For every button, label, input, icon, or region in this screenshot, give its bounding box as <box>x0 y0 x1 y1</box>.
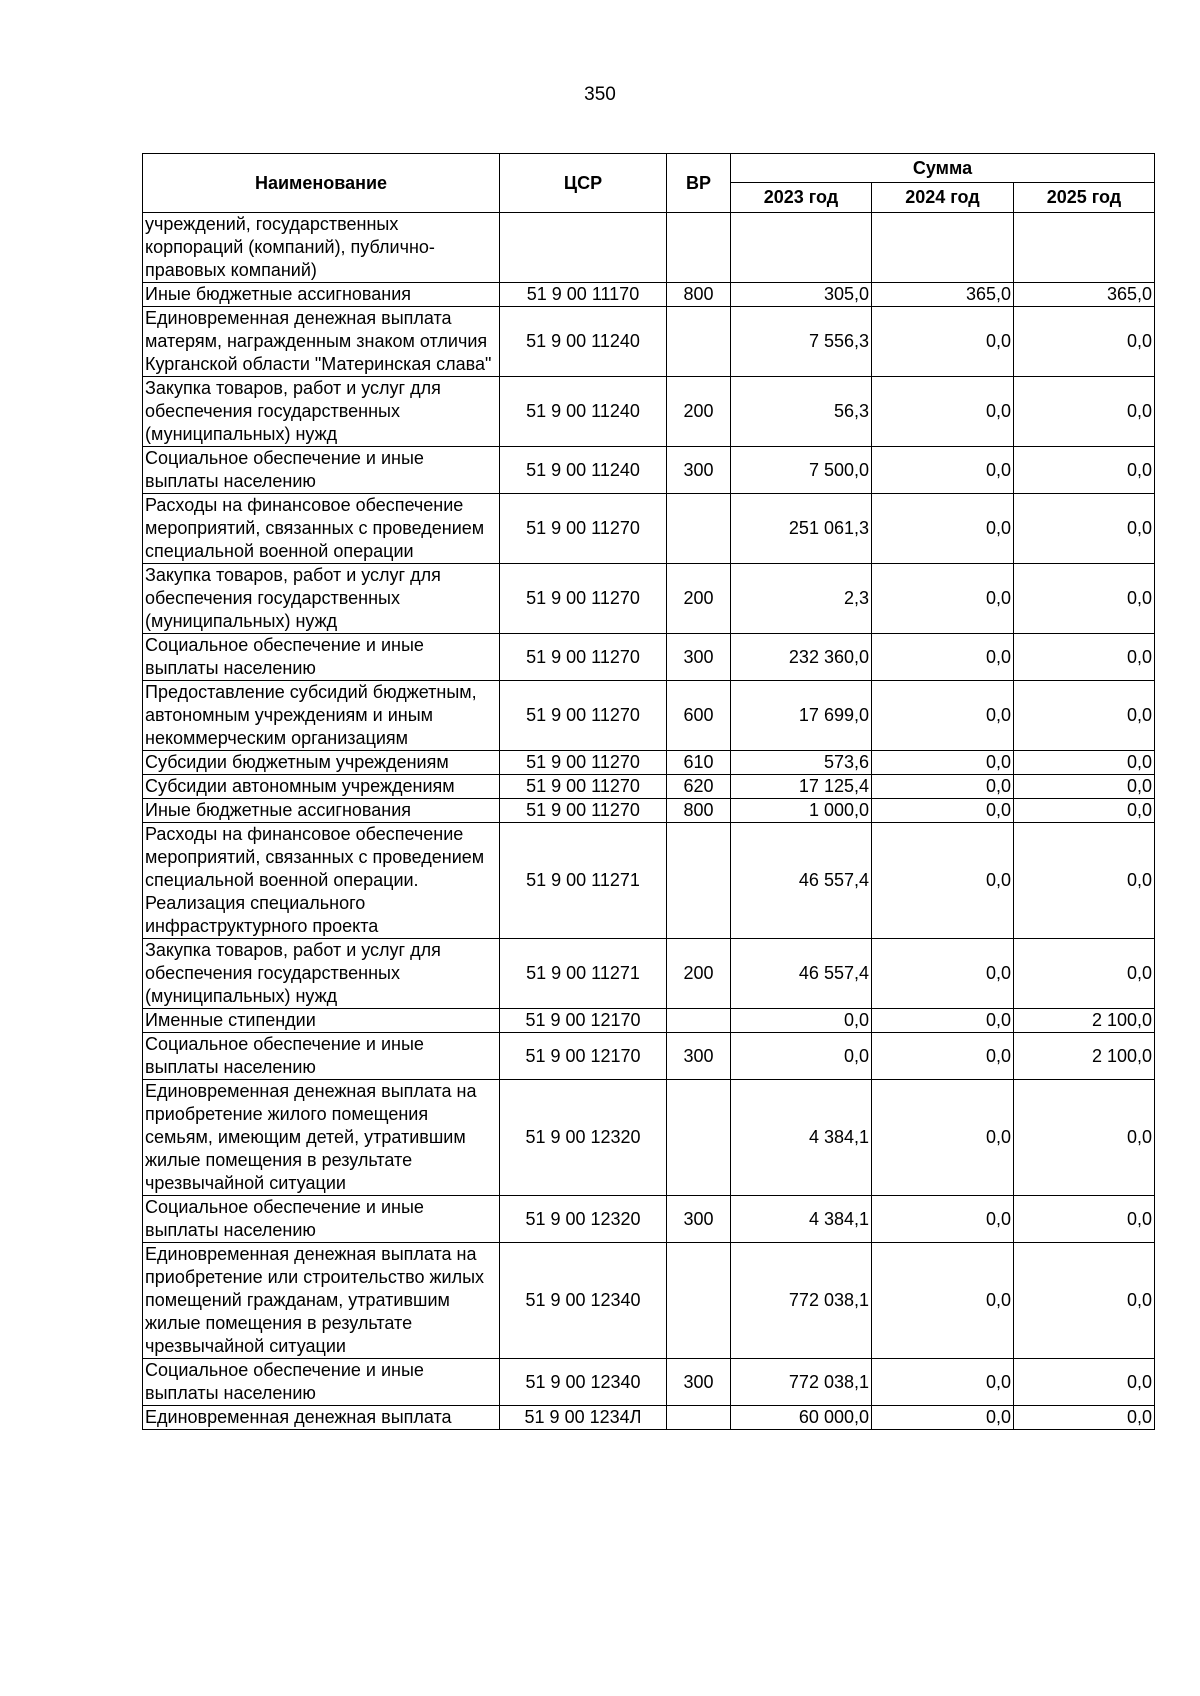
cell-2024: 0,0 <box>872 447 1014 494</box>
cell-2023: 17 125,4 <box>731 775 872 799</box>
cell-2024 <box>872 213 1014 283</box>
table-row <box>143 799 1155 823</box>
cell-name: Единовременная денежная выплата <box>143 1406 500 1430</box>
cell-2024: 0,0 <box>872 494 1014 564</box>
cell-csr <box>500 213 667 283</box>
cell-name: Расходы на финансовое обеспечение мероприятий, связанных с проведением специальной военной операции <box>143 494 500 564</box>
cell-2024: 0,0 <box>872 799 1014 823</box>
cell-2025: 365,0 <box>1014 283 1155 307</box>
cell-2024: 0,0 <box>872 1033 1014 1080</box>
cell-vr: 200 <box>667 564 731 634</box>
cell-2023: 46 557,4 <box>731 823 872 939</box>
budget-table <box>142 153 1155 1430</box>
cell-2023: 772 038,1 <box>731 1359 872 1406</box>
cell-vr: 300 <box>667 634 731 681</box>
cell-vr: 620 <box>667 775 731 799</box>
table-row <box>143 775 1155 799</box>
cell-csr: 51 9 00 11270 <box>500 775 667 799</box>
header-name: Наименование <box>143 154 500 213</box>
cell-vr: 200 <box>667 939 731 1009</box>
header-csr: ЦСР <box>500 154 667 213</box>
cell-name: Именные стипендии <box>143 1009 500 1033</box>
table-body <box>143 213 1155 1430</box>
cell-name: Закупка товаров, работ и услуг для обеспечения государственных (муниципальных) нужд <box>143 564 500 634</box>
cell-2025: 0,0 <box>1014 564 1155 634</box>
cell-name: Социальное обеспечение и иные выплаты населению <box>143 1359 500 1406</box>
cell-2024: 0,0 <box>872 751 1014 775</box>
cell-2024: 0,0 <box>872 823 1014 939</box>
cell-csr: 51 9 00 11270 <box>500 634 667 681</box>
cell-vr <box>667 1406 731 1430</box>
cell-csr: 51 9 00 11270 <box>500 751 667 775</box>
cell-2024: 0,0 <box>872 1196 1014 1243</box>
cell-2023: 772 038,1 <box>731 1243 872 1359</box>
cell-2023: 2,3 <box>731 564 872 634</box>
cell-2025: 0,0 <box>1014 823 1155 939</box>
cell-csr: 51 9 00 1234Л <box>500 1406 667 1430</box>
cell-2023 <box>731 213 872 283</box>
cell-csr: 51 9 00 12340 <box>500 1243 667 1359</box>
cell-name: Закупка товаров, работ и услуг для обеспечения государственных (муниципальных) нужд <box>143 377 500 447</box>
cell-2024: 0,0 <box>872 1009 1014 1033</box>
header-vr: ВР <box>667 154 731 213</box>
cell-2025: 0,0 <box>1014 751 1155 775</box>
cell-csr: 51 9 00 11240 <box>500 377 667 447</box>
cell-name: Субсидии автономным учреждениям <box>143 775 500 799</box>
cell-vr <box>667 307 731 377</box>
cell-csr: 51 9 00 11170 <box>500 283 667 307</box>
cell-2023: 305,0 <box>731 283 872 307</box>
cell-2025: 0,0 <box>1014 1243 1155 1359</box>
header-year-2025: 2025 год <box>1014 183 1155 213</box>
cell-vr: 300 <box>667 1033 731 1080</box>
cell-2024: 0,0 <box>872 377 1014 447</box>
cell-csr: 51 9 00 12340 <box>500 1359 667 1406</box>
cell-vr <box>667 1080 731 1196</box>
cell-vr <box>667 1243 731 1359</box>
cell-2024: 365,0 <box>872 283 1014 307</box>
cell-csr: 51 9 00 12320 <box>500 1196 667 1243</box>
page-number: 350 <box>584 84 616 105</box>
cell-name: Единовременная денежная выплата на приобретение жилого помещения семьям, имеющим детей, утратившим жилые помещения в результате чрезвычайной ситуации <box>143 1080 500 1196</box>
cell-csr: 51 9 00 12170 <box>500 1033 667 1080</box>
table-row <box>143 1359 1155 1406</box>
cell-2025: 0,0 <box>1014 681 1155 751</box>
cell-2025: 0,0 <box>1014 939 1155 1009</box>
header-year-2024: 2024 год <box>872 183 1014 213</box>
cell-2025: 2 100,0 <box>1014 1033 1155 1080</box>
cell-2025: 0,0 <box>1014 634 1155 681</box>
cell-name: Единовременная денежная выплата на приобретение или строительство жилых помещений гражданам, утратившим жилые помещения в результате чрезвычайной ситуации <box>143 1243 500 1359</box>
cell-csr: 51 9 00 11270 <box>500 799 667 823</box>
cell-vr: 300 <box>667 447 731 494</box>
table-row <box>143 447 1155 494</box>
cell-2024: 0,0 <box>872 1359 1014 1406</box>
cell-2025: 0,0 <box>1014 377 1155 447</box>
cell-vr <box>667 1009 731 1033</box>
cell-name: Социальное обеспечение и иные выплаты населению <box>143 447 500 494</box>
cell-2023: 4 384,1 <box>731 1196 872 1243</box>
cell-vr <box>667 823 731 939</box>
cell-csr: 51 9 00 11270 <box>500 564 667 634</box>
cell-2024: 0,0 <box>872 1243 1014 1359</box>
header-sum: Сумма <box>731 154 1155 183</box>
cell-csr: 51 9 00 11271 <box>500 939 667 1009</box>
cell-2025: 0,0 <box>1014 799 1155 823</box>
cell-name: Социальное обеспечение и иные выплаты населению <box>143 634 500 681</box>
cell-vr: 800 <box>667 283 731 307</box>
cell-2023: 17 699,0 <box>731 681 872 751</box>
cell-name: Расходы на финансовое обеспечение мероприятий, связанных с проведением специальной военной операции. Реализация специального инфраструктурного проекта <box>143 823 500 939</box>
cell-2023: 232 360,0 <box>731 634 872 681</box>
cell-2023: 251 061,3 <box>731 494 872 564</box>
cell-vr: 300 <box>667 1359 731 1406</box>
header-year-2023: 2023 год <box>731 183 872 213</box>
table-row <box>143 681 1155 751</box>
cell-2023: 7 500,0 <box>731 447 872 494</box>
table-row <box>143 564 1155 634</box>
cell-csr: 51 9 00 11240 <box>500 307 667 377</box>
table-row <box>143 634 1155 681</box>
cell-vr: 600 <box>667 681 731 751</box>
cell-2023: 1 000,0 <box>731 799 872 823</box>
cell-vr: 200 <box>667 377 731 447</box>
cell-vr <box>667 494 731 564</box>
table-row <box>143 283 1155 307</box>
cell-2023: 46 557,4 <box>731 939 872 1009</box>
table-row <box>143 1406 1155 1430</box>
cell-2023: 573,6 <box>731 751 872 775</box>
table-row <box>143 823 1155 939</box>
cell-2025: 2 100,0 <box>1014 1009 1155 1033</box>
table-row <box>143 1196 1155 1243</box>
table-row <box>143 1080 1155 1196</box>
cell-2025: 0,0 <box>1014 494 1155 564</box>
cell-vr: 300 <box>667 1196 731 1243</box>
cell-name: учреждений, государственных корпораций (компаний), публично-правовых компаний) <box>143 213 500 283</box>
cell-2025: 0,0 <box>1014 447 1155 494</box>
cell-2024: 0,0 <box>872 681 1014 751</box>
table-row <box>143 377 1155 447</box>
cell-2025: 0,0 <box>1014 307 1155 377</box>
cell-csr: 51 9 00 11270 <box>500 494 667 564</box>
cell-vr: 610 <box>667 751 731 775</box>
cell-2024: 0,0 <box>872 775 1014 799</box>
cell-2023: 60 000,0 <box>731 1406 872 1430</box>
cell-csr: 51 9 00 12170 <box>500 1009 667 1033</box>
cell-2025 <box>1014 213 1155 283</box>
cell-2025: 0,0 <box>1014 1406 1155 1430</box>
cell-2025: 0,0 <box>1014 1080 1155 1196</box>
cell-csr: 51 9 00 12320 <box>500 1080 667 1196</box>
cell-name: Закупка товаров, работ и услуг для обеспечения государственных (муниципальных) нужд <box>143 939 500 1009</box>
table-row <box>143 751 1155 775</box>
table-row <box>143 939 1155 1009</box>
table-row <box>143 494 1155 564</box>
cell-2023: 4 384,1 <box>731 1080 872 1196</box>
cell-2024: 0,0 <box>872 939 1014 1009</box>
cell-2023: 56,3 <box>731 377 872 447</box>
cell-2023: 0,0 <box>731 1033 872 1080</box>
cell-csr: 51 9 00 11271 <box>500 823 667 939</box>
table-header <box>143 154 1155 213</box>
cell-name: Иные бюджетные ассигнования <box>143 283 500 307</box>
cell-name: Социальное обеспечение и иные выплаты населению <box>143 1033 500 1080</box>
cell-vr: 800 <box>667 799 731 823</box>
cell-name: Единовременная денежная выплата матерям, награжденным знаком отличия Курганской области "Материнская слава" <box>143 307 500 377</box>
cell-2025: 0,0 <box>1014 1196 1155 1243</box>
cell-vr <box>667 213 731 283</box>
cell-name: Предоставление субсидий бюджетным, автономным учреждениям и иным некоммерческим организациям <box>143 681 500 751</box>
cell-name: Иные бюджетные ассигнования <box>143 799 500 823</box>
cell-2025: 0,0 <box>1014 1359 1155 1406</box>
table-row <box>143 1243 1155 1359</box>
cell-2024: 0,0 <box>872 1080 1014 1196</box>
cell-csr: 51 9 00 11240 <box>500 447 667 494</box>
cell-2024: 0,0 <box>872 564 1014 634</box>
cell-2025: 0,0 <box>1014 775 1155 799</box>
table-row <box>143 213 1155 283</box>
cell-csr: 51 9 00 11270 <box>500 681 667 751</box>
table-row <box>143 1009 1155 1033</box>
table-row <box>143 1033 1155 1080</box>
cell-2023: 7 556,3 <box>731 307 872 377</box>
table-row <box>143 307 1155 377</box>
cell-2024: 0,0 <box>872 307 1014 377</box>
cell-name: Социальное обеспечение и иные выплаты населению <box>143 1196 500 1243</box>
cell-name: Субсидии бюджетным учреждениям <box>143 751 500 775</box>
cell-2023: 0,0 <box>731 1009 872 1033</box>
cell-2024: 0,0 <box>872 1406 1014 1430</box>
cell-2024: 0,0 <box>872 634 1014 681</box>
